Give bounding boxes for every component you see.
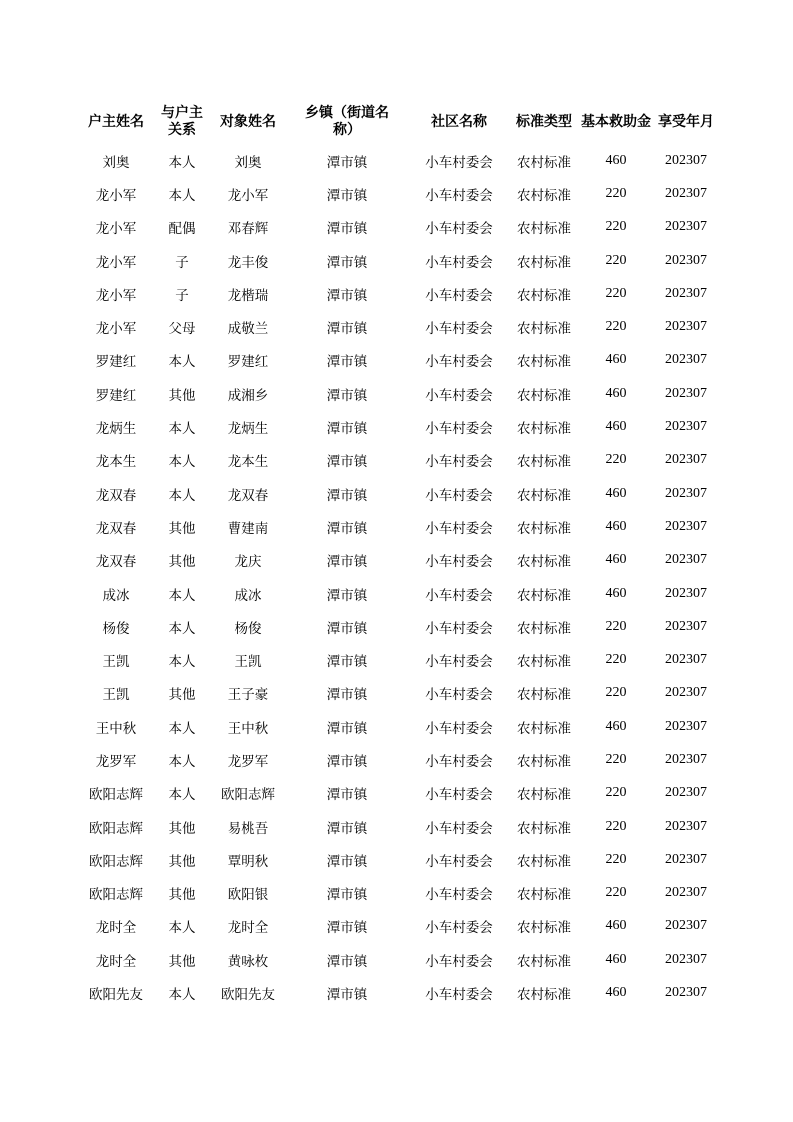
cell-householder-name: 龙小军 [95, 287, 137, 304]
cell-recipient-name: 龙炳生 [227, 421, 269, 438]
cell-householder-name: 龙双春 [95, 487, 137, 504]
cell-standard-type: 农村标准 [517, 421, 571, 438]
cell-householder-name: 罗建红 [95, 387, 137, 404]
cell-basic-relief: 220 [605, 652, 627, 668]
cell-standard-type: 农村标准 [517, 520, 571, 537]
cell-recipient-name: 龙庆 [234, 554, 262, 571]
cell-relationship: 其他 [168, 820, 196, 837]
cell-recipient-name: 成敬兰 [227, 321, 269, 338]
cell-township: 潭市镇 [326, 520, 368, 537]
cell-standard-type: 农村标准 [517, 321, 571, 338]
cell-township: 潭市镇 [326, 687, 368, 704]
table-row [80, 577, 720, 610]
table-row [80, 677, 720, 710]
cell-standard-type: 农村标准 [517, 187, 571, 204]
cell-recipient-name: 龙楷瑞 [227, 287, 269, 304]
cell-community: 小车村委会 [425, 487, 493, 504]
table-row [80, 910, 720, 943]
cell-householder-name: 龙时全 [95, 920, 137, 937]
table-row [80, 843, 720, 876]
cell-basic-relief: 460 [605, 985, 627, 1001]
cell-community: 小车村委会 [425, 820, 493, 837]
cell-township: 潭市镇 [326, 321, 368, 338]
cell-recipient-name: 杨俊 [234, 620, 262, 637]
table-row [80, 410, 720, 443]
cell-basic-relief: 220 [605, 185, 627, 201]
cell-householder-name: 欧阳志辉 [89, 820, 143, 837]
table-row [80, 976, 720, 1009]
table-row [80, 344, 720, 377]
cell-community: 小车村委会 [425, 387, 493, 404]
header-householder-name: 户主姓名 [88, 113, 144, 130]
cell-standard-type: 农村标准 [517, 154, 571, 171]
cell-basic-relief: 220 [605, 319, 627, 335]
cell-community: 小车村委会 [425, 221, 493, 238]
cell-community: 小车村委会 [425, 920, 493, 937]
cell-householder-name: 成冰 [102, 587, 130, 604]
cell-standard-type: 农村标准 [517, 354, 571, 371]
table-row [80, 277, 720, 310]
table-row [80, 211, 720, 244]
cell-township: 潭市镇 [326, 953, 368, 970]
cell-householder-name: 王中秋 [95, 720, 137, 737]
cell-community: 小车村委会 [425, 853, 493, 870]
cell-householder-name: 王凯 [102, 654, 130, 671]
cell-community: 小车村委会 [425, 687, 493, 704]
cell-relationship: 本人 [168, 587, 196, 604]
cell-recipient-name: 龙时全 [227, 920, 269, 937]
cell-standard-type: 农村标准 [517, 787, 571, 804]
cell-standard-type: 农村标准 [517, 753, 571, 770]
table-row [80, 244, 720, 277]
cell-relationship: 配偶 [168, 221, 196, 238]
cell-householder-name: 欧阳先友 [89, 987, 143, 1004]
cell-standard-type: 农村标准 [517, 287, 571, 304]
cell-period: 202307 [665, 152, 707, 168]
cell-standard-type: 农村标准 [517, 654, 571, 671]
cell-recipient-name: 成冰 [234, 587, 262, 604]
cell-relationship: 子 [175, 254, 189, 271]
cell-community: 小车村委会 [425, 254, 493, 271]
cell-period: 202307 [665, 485, 707, 501]
cell-period: 202307 [665, 652, 707, 668]
cell-community: 小车村委会 [425, 654, 493, 671]
cell-householder-name: 欧阳志辉 [89, 787, 143, 804]
cell-community: 小车村委会 [425, 620, 493, 637]
cell-recipient-name: 王凯 [234, 654, 262, 671]
cell-basic-relief: 220 [605, 751, 627, 767]
cell-basic-relief: 220 [605, 219, 627, 235]
cell-community: 小车村委会 [425, 987, 493, 1004]
cell-basic-relief: 460 [605, 518, 627, 534]
cell-relationship: 本人 [168, 354, 196, 371]
cell-basic-relief: 220 [605, 818, 627, 834]
table-row [80, 444, 720, 477]
cell-recipient-name: 易桃吾 [227, 820, 269, 837]
table-row [80, 477, 720, 510]
table-row [80, 310, 720, 343]
cell-basic-relief: 220 [605, 252, 627, 268]
cell-recipient-name: 刘奥 [234, 154, 262, 171]
table-row [80, 743, 720, 776]
cell-community: 小车村委会 [425, 520, 493, 537]
cell-period: 202307 [665, 385, 707, 401]
cell-standard-type: 农村标准 [517, 687, 571, 704]
cell-period: 202307 [665, 518, 707, 534]
cell-township: 潭市镇 [326, 820, 368, 837]
cell-basic-relief: 220 [605, 885, 627, 901]
cell-township: 潭市镇 [326, 887, 368, 904]
cell-relationship: 本人 [168, 987, 196, 1004]
cell-basic-relief: 460 [605, 152, 627, 168]
cell-householder-name: 龙时全 [95, 953, 137, 970]
cell-recipient-name: 龙本生 [227, 454, 269, 471]
cell-householder-name: 龙小军 [95, 254, 137, 271]
cell-standard-type: 农村标准 [517, 487, 571, 504]
cell-relationship: 本人 [168, 487, 196, 504]
cell-community: 小车村委会 [425, 587, 493, 604]
cell-period: 202307 [665, 352, 707, 368]
cell-community: 小车村委会 [425, 154, 493, 171]
cell-relationship: 其他 [168, 887, 196, 904]
table-header-row [80, 100, 720, 144]
cell-householder-name: 龙小军 [95, 321, 137, 338]
cell-community: 小车村委会 [425, 354, 493, 371]
cell-standard-type: 农村标准 [517, 920, 571, 937]
cell-standard-type: 农村标准 [517, 953, 571, 970]
cell-relationship: 本人 [168, 187, 196, 204]
cell-township: 潭市镇 [326, 387, 368, 404]
cell-relationship: 本人 [168, 753, 196, 770]
table-row [80, 610, 720, 643]
cell-standard-type: 农村标准 [517, 554, 571, 571]
cell-relationship: 本人 [168, 154, 196, 171]
cell-period: 202307 [665, 785, 707, 801]
cell-standard-type: 农村标准 [517, 620, 571, 637]
cell-period: 202307 [665, 851, 707, 867]
cell-basic-relief: 220 [605, 685, 627, 701]
cell-basic-relief: 460 [605, 385, 627, 401]
cell-basic-relief: 460 [605, 419, 627, 435]
cell-recipient-name: 龙罗军 [227, 753, 269, 770]
cell-community: 小车村委会 [425, 720, 493, 737]
cell-basic-relief: 460 [605, 585, 627, 601]
cell-standard-type: 农村标准 [517, 887, 571, 904]
cell-township: 潭市镇 [326, 987, 368, 1004]
cell-standard-type: 农村标准 [517, 221, 571, 238]
cell-relationship: 其他 [168, 387, 196, 404]
cell-community: 小车村委会 [425, 421, 493, 438]
cell-basic-relief: 220 [605, 785, 627, 801]
cell-basic-relief: 220 [605, 452, 627, 468]
cell-householder-name: 王凯 [102, 687, 130, 704]
cell-township: 潭市镇 [326, 221, 368, 238]
cell-recipient-name: 龙小军 [227, 187, 269, 204]
table-row [80, 377, 720, 410]
table-row [80, 710, 720, 743]
cell-householder-name: 欧阳志辉 [89, 853, 143, 870]
cell-relationship: 其他 [168, 687, 196, 704]
cell-township: 潭市镇 [326, 554, 368, 571]
cell-recipient-name: 邓春辉 [227, 221, 269, 238]
cell-relationship: 本人 [168, 920, 196, 937]
cell-township: 潭市镇 [326, 920, 368, 937]
cell-householder-name: 刘奥 [102, 154, 130, 171]
cell-township: 潭市镇 [326, 187, 368, 204]
cell-basic-relief: 460 [605, 718, 627, 734]
cell-township: 潭市镇 [326, 753, 368, 770]
header-basic-relief: 基本救助金 [581, 113, 651, 130]
cell-township: 潭市镇 [326, 654, 368, 671]
cell-period: 202307 [665, 219, 707, 235]
cell-recipient-name: 曹建南 [227, 520, 269, 537]
cell-basic-relief: 460 [605, 552, 627, 568]
table-row [80, 177, 720, 210]
cell-relationship: 父母 [168, 321, 196, 338]
cell-community: 小车村委会 [425, 454, 493, 471]
cell-recipient-name: 黄咏枚 [227, 953, 269, 970]
cell-township: 潭市镇 [326, 587, 368, 604]
cell-township: 潭市镇 [326, 454, 368, 471]
header-recipient-name: 对象姓名 [220, 113, 276, 130]
header-period: 享受年月 [658, 113, 714, 130]
cell-relationship: 其他 [168, 554, 196, 571]
cell-period: 202307 [665, 585, 707, 601]
table-row [80, 144, 720, 177]
cell-recipient-name: 成湘乡 [227, 387, 269, 404]
header-standard-type: 标准类型 [516, 113, 572, 130]
cell-township: 潭市镇 [326, 254, 368, 271]
cell-householder-name: 龙炳生 [95, 421, 137, 438]
cell-relationship: 本人 [168, 454, 196, 471]
cell-householder-name: 龙双春 [95, 554, 137, 571]
cell-township: 潭市镇 [326, 853, 368, 870]
cell-relationship: 本人 [168, 654, 196, 671]
cell-standard-type: 农村标准 [517, 587, 571, 604]
cell-community: 小车村委会 [425, 554, 493, 571]
cell-householder-name: 龙双春 [95, 520, 137, 537]
cell-basic-relief: 460 [605, 352, 627, 368]
cell-period: 202307 [665, 951, 707, 967]
cell-community: 小车村委会 [425, 887, 493, 904]
table-row [80, 510, 720, 543]
cell-community: 小车村委会 [425, 787, 493, 804]
cell-recipient-name: 欧阳银 [227, 887, 269, 904]
cell-standard-type: 农村标准 [517, 254, 571, 271]
table-row [80, 877, 720, 910]
cell-period: 202307 [665, 818, 707, 834]
cell-township: 潭市镇 [326, 154, 368, 171]
cell-community: 小车村委会 [425, 321, 493, 338]
cell-standard-type: 农村标准 [517, 987, 571, 1004]
cell-recipient-name: 欧阳先友 [221, 987, 275, 1004]
cell-relationship: 其他 [168, 953, 196, 970]
header-community: 社区名称 [431, 113, 487, 130]
cell-recipient-name: 王中秋 [227, 720, 269, 737]
cell-recipient-name: 龙丰俊 [227, 254, 269, 271]
cell-recipient-name: 覃明秋 [227, 853, 269, 870]
cell-relationship: 其他 [168, 520, 196, 537]
cell-period: 202307 [665, 452, 707, 468]
cell-householder-name: 龙本生 [95, 454, 137, 471]
cell-relationship: 其他 [168, 853, 196, 870]
cell-householder-name: 罗建红 [95, 354, 137, 371]
table-row [80, 810, 720, 843]
table-row [80, 643, 720, 676]
cell-township: 潭市镇 [326, 487, 368, 504]
table-row [80, 777, 720, 810]
cell-township: 潭市镇 [326, 354, 368, 371]
cell-period: 202307 [665, 252, 707, 268]
cell-householder-name: 欧阳志辉 [89, 887, 143, 904]
cell-basic-relief: 220 [605, 851, 627, 867]
cell-community: 小车村委会 [425, 953, 493, 970]
cell-recipient-name: 龙双春 [227, 487, 269, 504]
cell-township: 潭市镇 [326, 720, 368, 737]
cell-householder-name: 杨俊 [102, 620, 130, 637]
table-row [80, 544, 720, 577]
cell-community: 小车村委会 [425, 753, 493, 770]
cell-standard-type: 农村标准 [517, 720, 571, 737]
cell-period: 202307 [665, 319, 707, 335]
cell-recipient-name: 罗建红 [227, 354, 269, 371]
cell-relationship: 本人 [168, 421, 196, 438]
cell-standard-type: 农村标准 [517, 820, 571, 837]
cell-relationship: 子 [175, 287, 189, 304]
header-township: 乡镇（街道名称） [304, 105, 389, 138]
cell-basic-relief: 460 [605, 951, 627, 967]
cell-period: 202307 [665, 751, 707, 767]
cell-householder-name: 龙罗军 [95, 753, 137, 770]
cell-period: 202307 [665, 285, 707, 301]
cell-standard-type: 农村标准 [517, 454, 571, 471]
cell-recipient-name: 王子豪 [227, 687, 269, 704]
cell-relationship: 本人 [168, 620, 196, 637]
cell-period: 202307 [665, 419, 707, 435]
cell-community: 小车村委会 [425, 187, 493, 204]
cell-basic-relief: 460 [605, 918, 627, 934]
table-row [80, 943, 720, 976]
cell-standard-type: 农村标准 [517, 853, 571, 870]
cell-period: 202307 [665, 718, 707, 734]
cell-township: 潭市镇 [326, 787, 368, 804]
header-relationship: 与户主关系 [161, 105, 203, 138]
cell-period: 202307 [665, 618, 707, 634]
cell-relationship: 本人 [168, 720, 196, 737]
cell-householder-name: 龙小军 [95, 221, 137, 238]
relief-recipients-table [80, 100, 720, 1010]
cell-township: 潭市镇 [326, 421, 368, 438]
cell-basic-relief: 460 [605, 485, 627, 501]
cell-period: 202307 [665, 685, 707, 701]
cell-period: 202307 [665, 885, 707, 901]
cell-standard-type: 农村标准 [517, 387, 571, 404]
cell-period: 202307 [665, 185, 707, 201]
cell-period: 202307 [665, 985, 707, 1001]
cell-township: 潭市镇 [326, 620, 368, 637]
cell-township: 潭市镇 [326, 287, 368, 304]
cell-recipient-name: 欧阳志辉 [221, 787, 275, 804]
cell-basic-relief: 220 [605, 285, 627, 301]
cell-period: 202307 [665, 552, 707, 568]
cell-period: 202307 [665, 918, 707, 934]
cell-basic-relief: 220 [605, 618, 627, 634]
cell-community: 小车村委会 [425, 287, 493, 304]
cell-householder-name: 龙小军 [95, 187, 137, 204]
cell-relationship: 本人 [168, 787, 196, 804]
